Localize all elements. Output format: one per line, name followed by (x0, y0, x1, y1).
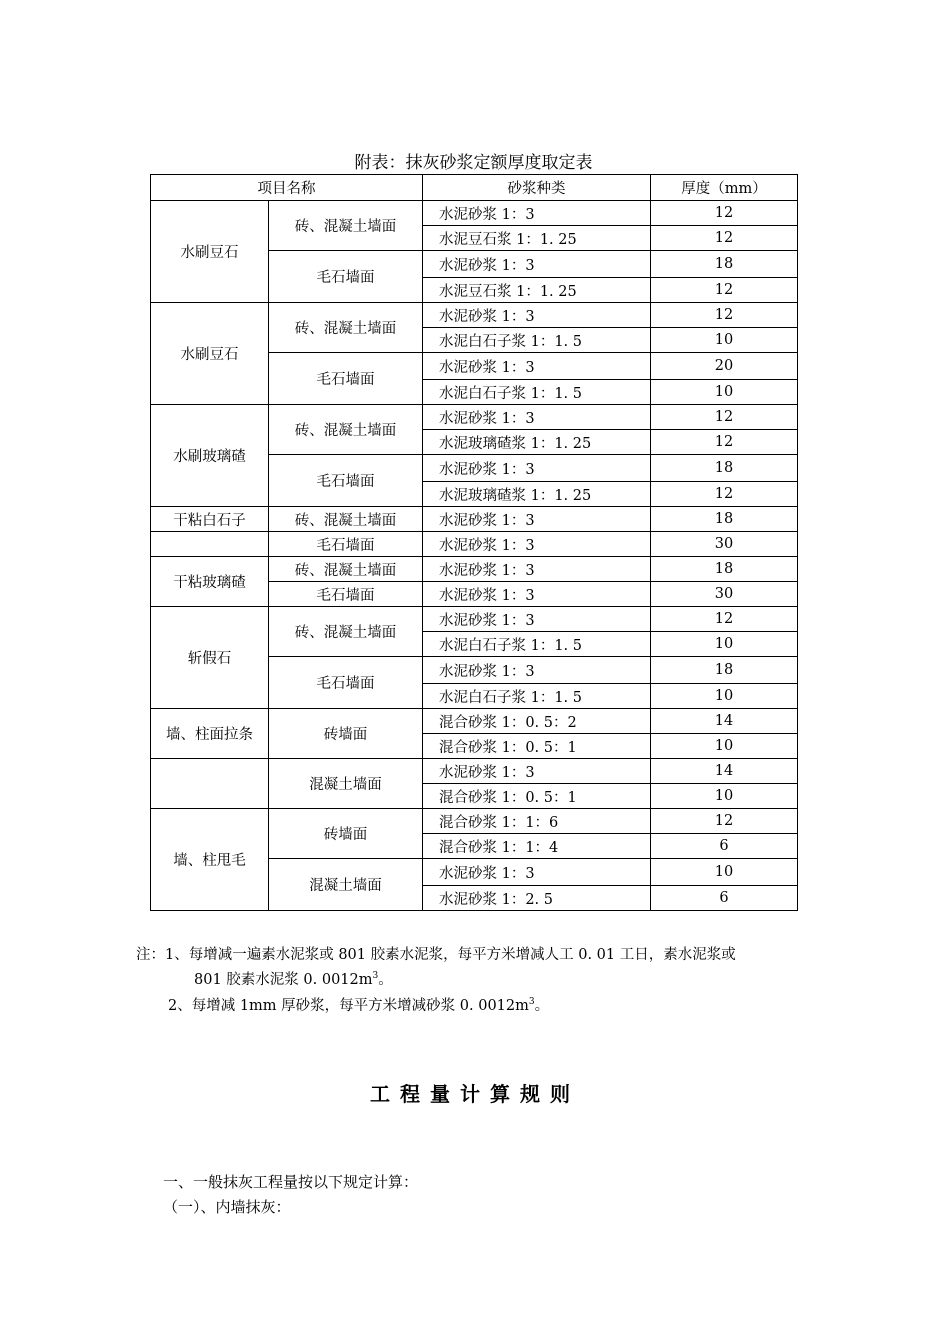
header-mortar-type: 砂浆种类 (423, 175, 651, 201)
header-thickness: 厚度（mm） (651, 175, 798, 201)
wall-type-cell: 毛石墙面 (269, 582, 423, 607)
note-1-text-cont: 801 胶素水泥浆 0. 0012m (194, 972, 373, 988)
wall-type-cell: 砖墙面 (269, 809, 423, 859)
thickness-cell: 12 (651, 226, 798, 251)
thickness-cell: 14 (651, 759, 798, 784)
table-body (151, 175, 798, 911)
table-row (151, 405, 798, 430)
mortar-type-cell: 水泥砂浆 1：3 (423, 251, 651, 278)
wall-type-cell: 混凝土墙面 (269, 859, 423, 911)
thickness-cell: 20 (651, 353, 798, 380)
table-row (151, 809, 798, 834)
mortar-type-cell: 水泥豆石浆 1：1. 25 (423, 278, 651, 303)
mortar-type-cell: 水泥砂浆 1：3 (423, 607, 651, 632)
mortar-type-cell: 水泥砂浆 1：3 (423, 759, 651, 784)
thickness-cell: 14 (651, 709, 798, 734)
mortar-type-cell: 水泥砂浆 1：3 (423, 657, 651, 684)
mortar-type-cell: 混合砂浆 1：0. 5：1 (423, 784, 651, 809)
table-row (151, 607, 798, 632)
mortar-type-cell: 混合砂浆 1：0. 5：1 (423, 734, 651, 759)
mortar-type-cell: 水泥砂浆 1：3 (423, 405, 651, 430)
wall-type-cell: 混凝土墙面 (269, 759, 423, 809)
mortar-type-cell: 水泥豆石浆 1：1. 25 (423, 226, 651, 251)
project-name-cell (151, 532, 269, 557)
thickness-cell: 10 (651, 784, 798, 809)
section-title: 工程量计算规则 (370, 1082, 580, 1106)
project-name-cell: 干粘玻璃碴 (151, 557, 269, 607)
table-row (151, 759, 798, 784)
thickness-cell: 10 (651, 734, 798, 759)
project-name-cell (151, 759, 269, 809)
thickness-cell: 6 (651, 886, 798, 911)
mortar-type-cell: 水泥白石子浆 1：1. 5 (423, 632, 651, 657)
mortar-type-cell: 水泥砂浆 1：3 (423, 303, 651, 328)
thickness-cell: 30 (651, 582, 798, 607)
thickness-cell: 30 (651, 532, 798, 557)
wall-type-cell: 毛石墙面 (269, 353, 423, 405)
paragraph-interior-wall: （一）、内墙抹灰： (163, 1198, 291, 1216)
thickness-cell: 18 (651, 507, 798, 532)
project-name-cell: 水刷豆石 (151, 201, 269, 303)
mortar-type-cell: 水泥白石子浆 1：1. 5 (423, 380, 651, 405)
note-1-line-2 (194, 968, 874, 992)
project-name-cell: 斩假石 (151, 607, 269, 709)
note-1-superscript: 3 (372, 971, 379, 982)
table-header-row (151, 175, 798, 201)
wall-type-cell: 毛石墙面 (269, 251, 423, 303)
mortar-type-cell: 水泥砂浆 1：3 (423, 532, 651, 557)
thickness-cell: 18 (651, 251, 798, 278)
project-name-cell: 墙、柱甩毛 (151, 809, 269, 911)
wall-type-cell: 砖、混凝土墙面 (269, 405, 423, 455)
thickness-cell: 10 (651, 684, 798, 709)
mortar-type-cell: 混合砂浆 1：1：6 (423, 809, 651, 834)
mortar-type-cell: 水泥砂浆 1：3 (423, 557, 651, 582)
thickness-cell: 10 (651, 328, 798, 353)
wall-type-cell: 毛石墙面 (269, 532, 423, 557)
mortar-type-cell: 混合砂浆 1：0. 5：2 (423, 709, 651, 734)
note-2-period: 。 (534, 998, 550, 1014)
project-name-cell: 干粘白石子 (151, 507, 269, 532)
note-2 (168, 994, 848, 1018)
thickness-cell: 10 (651, 380, 798, 405)
wall-type-cell: 毛石墙面 (269, 455, 423, 507)
wall-type-cell: 毛石墙面 (269, 657, 423, 709)
note-1-line-1 (136, 943, 816, 967)
paragraph-general-plaster: 一、一般抹灰工程量按以下规定计算： (163, 1173, 419, 1191)
table-row (151, 507, 798, 532)
thickness-cell: 12 (651, 607, 798, 632)
note-2-text: 2、每增减 1mm 厚砂浆，每平方米增减砂浆 0. 0012m (168, 998, 529, 1014)
mortar-type-cell: 混合砂浆 1：1：4 (423, 834, 651, 859)
mortar-type-cell: 水泥玻璃碴浆 1：1. 25 (423, 430, 651, 455)
table-row (151, 532, 798, 557)
mortar-type-cell: 水泥白石子浆 1：1. 5 (423, 684, 651, 709)
mortar-type-cell: 水泥砂浆 1：3 (423, 582, 651, 607)
wall-type-cell: 砖墙面 (269, 709, 423, 759)
thickness-table (150, 174, 798, 911)
mortar-type-cell: 水泥砂浆 1：3 (423, 507, 651, 532)
wall-type-cell: 砖、混凝土墙面 (269, 201, 423, 251)
wall-type-cell: 砖、混凝土墙面 (269, 507, 423, 532)
thickness-cell: 12 (651, 482, 798, 507)
thickness-cell: 12 (651, 430, 798, 455)
thickness-cell: 12 (651, 809, 798, 834)
thickness-cell: 10 (651, 632, 798, 657)
note-2-superscript: 3 (528, 997, 535, 1008)
wall-type-cell: 砖、混凝土墙面 (269, 557, 423, 582)
project-name-cell: 水刷玻璃碴 (151, 405, 269, 507)
table-row (151, 201, 798, 226)
mortar-type-cell: 水泥砂浆 1：3 (423, 201, 651, 226)
thickness-cell: 18 (651, 557, 798, 582)
thickness-cell: 10 (651, 859, 798, 886)
table-caption: 附表：抹灰砂浆定额厚度取定表 (354, 153, 593, 173)
wall-type-cell: 砖、混凝土墙面 (269, 607, 423, 657)
note-1-text: 注：1、每增减一遍素水泥浆或 801 胶素水泥浆，每平方米增减人工 0. 01 工日，素水泥浆或 (136, 947, 736, 963)
note-1-period: 。 (378, 972, 393, 988)
table-row (151, 709, 798, 734)
thickness-cell: 18 (651, 455, 798, 482)
thickness-cell: 12 (651, 201, 798, 226)
thickness-cell: 12 (651, 278, 798, 303)
thickness-cell: 12 (651, 405, 798, 430)
project-name-cell: 墙、柱面拉条 (151, 709, 269, 759)
mortar-type-cell: 水泥砂浆 1：3 (423, 859, 651, 886)
mortar-type-cell: 水泥白石子浆 1：1. 5 (423, 328, 651, 353)
thickness-cell: 18 (651, 657, 798, 684)
mortar-type-cell: 水泥砂浆 1：3 (423, 455, 651, 482)
thickness-cell: 6 (651, 834, 798, 859)
header-item-name: 项目名称 (151, 175, 423, 201)
mortar-type-cell: 水泥玻璃碴浆 1：1. 25 (423, 482, 651, 507)
project-name-cell: 水刷豆石 (151, 303, 269, 405)
table-row (151, 557, 798, 582)
wall-type-cell: 砖、混凝土墙面 (269, 303, 423, 353)
mortar-type-cell: 水泥砂浆 1：3 (423, 353, 651, 380)
thickness-cell: 12 (651, 303, 798, 328)
table-row (151, 303, 798, 328)
mortar-type-cell: 水泥砂浆 1：2. 5 (423, 886, 651, 911)
